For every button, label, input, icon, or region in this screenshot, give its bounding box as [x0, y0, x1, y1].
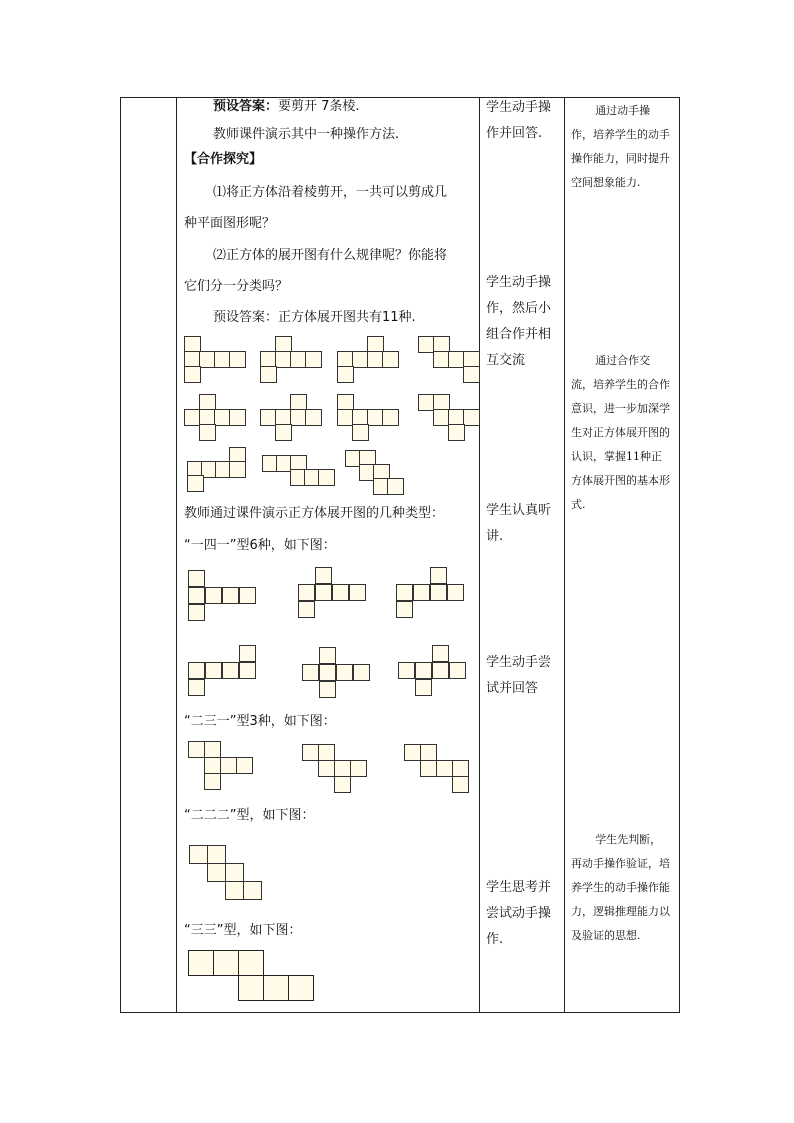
net-square: [334, 760, 351, 777]
net-square: [387, 478, 404, 495]
net-square: [213, 950, 239, 976]
type-141-caption: “一四一”型6种，如下图：: [184, 538, 336, 553]
net-square: [430, 567, 447, 584]
net-square: [305, 351, 322, 368]
net-square: [432, 662, 449, 679]
net-square: [302, 744, 319, 761]
type-33-caption: “三三”型，如下图：: [184, 923, 302, 938]
net-square: [413, 584, 430, 601]
net-square: [436, 760, 453, 777]
net-square: [263, 975, 289, 1001]
net-square: [319, 647, 336, 664]
net-square: [398, 662, 415, 679]
net-square: [382, 409, 399, 426]
table-border-right: [679, 97, 680, 1013]
net-square: [207, 845, 226, 864]
student-activity-3: 学生认真听讲.: [486, 503, 552, 544]
design-intent-3: 学生先判断，再动手操作验证，培养学生的动手操作能力，逻辑推理能力以及验证的思想.: [571, 833, 670, 942]
type-231-caption: “二三一”型3种，如下图：: [184, 714, 336, 729]
net-square: [188, 570, 205, 587]
net-square: [220, 757, 237, 774]
net-square: [452, 760, 469, 777]
net-square: [449, 662, 466, 679]
preset-answer-1: [213, 99, 360, 115]
net-square: [275, 424, 292, 441]
net-square: [396, 584, 413, 601]
net-square: [229, 461, 246, 478]
table-divider-3: [564, 97, 565, 1013]
net-square: [315, 584, 332, 601]
net-square: [318, 469, 335, 486]
question-2-line-2: 它们分一分类吗？: [184, 279, 289, 294]
net-square: [260, 366, 277, 383]
net-square: [188, 662, 205, 679]
net-square: [288, 975, 314, 1001]
net-square: [350, 760, 367, 777]
table-border-left: [120, 97, 121, 1013]
net-square: [305, 409, 322, 426]
net-square: [188, 604, 205, 621]
net-square: [315, 567, 332, 584]
net-square: [225, 863, 244, 882]
net-square: [222, 662, 239, 679]
net-square: [415, 679, 432, 696]
net-square: [448, 424, 465, 441]
design-intent-2: 通过合作交流，培养学生的合作意识，进一步加深学生对正方体展开图的认识，掌握11种正方体展开图的基本形式.: [571, 354, 670, 511]
net-square: [239, 645, 256, 662]
net-square: [319, 664, 336, 681]
net-square: [404, 744, 421, 761]
net-square: [238, 975, 264, 1001]
question-2-line-1: ⑵正方体的展开图有什么规律呢？你能将: [213, 248, 448, 263]
net-square: [352, 424, 369, 441]
net-square: [463, 409, 480, 426]
preset-answer-text: 要剪开 7条棱.: [278, 99, 360, 114]
net-square: [222, 587, 239, 604]
net-square: [332, 584, 349, 601]
net-square: [349, 584, 366, 601]
net-square: [229, 351, 246, 368]
net-square: [187, 475, 204, 492]
preset-answer-label: 预设答案：: [213, 99, 279, 114]
net-square: [452, 776, 469, 793]
net-square: [430, 584, 447, 601]
net-square: [184, 366, 201, 383]
net-square: [318, 760, 335, 777]
net-square: [447, 584, 464, 601]
table-border-top: [120, 97, 680, 98]
net-square: [336, 664, 353, 681]
net-square: [319, 681, 336, 698]
net-square: [396, 601, 413, 618]
teacher-types-text: 教师通过课件演示正方体展开图的几种类型：: [184, 506, 445, 521]
net-square: [298, 601, 315, 618]
teacher-demo-text: 教师课件演示其中一种操作方法.: [213, 127, 400, 142]
net-square: [188, 587, 205, 604]
type-222-caption: “二二二”型，如下图：: [184, 808, 315, 823]
net-square: [318, 744, 335, 761]
net-square: [298, 584, 315, 601]
student-activity-5: 学生思考并尝试动手操作.: [486, 880, 552, 947]
net-square: [205, 662, 222, 679]
net-square: [463, 366, 480, 383]
net-square: [188, 950, 214, 976]
cooperate-heading: 【合作探究】: [184, 152, 263, 167]
net-square: [337, 366, 354, 383]
net-square: [243, 881, 262, 900]
net-square: [353, 664, 370, 681]
table-border-bottom: [120, 1012, 680, 1013]
net-square: [420, 744, 437, 761]
student-activity-1: 学生动手操作并回答.: [486, 100, 552, 141]
question-1-line-2: 种平面图形呢？: [184, 216, 276, 231]
net-square: [204, 741, 221, 758]
net-square: [207, 863, 226, 882]
net-square: [229, 409, 246, 426]
question-1-line-1: ⑴将正方体沿着棱剪开，一共可以剪成几: [213, 185, 448, 200]
student-activity-2: 学生动手操作，然后小组合作并相互交流: [486, 275, 552, 368]
net-square: [199, 424, 216, 441]
net-square: [432, 645, 449, 662]
net-square: [205, 587, 222, 604]
net-square: [415, 662, 432, 679]
net-square: [238, 950, 264, 976]
table-divider-1: [176, 97, 177, 1013]
student-activity-4: 学生动手尝试并回答: [486, 655, 552, 696]
design-intent-1: 通过动手操作，培养学生的动手操作能力，同时提升空间想象能力.: [571, 104, 670, 189]
net-square: [188, 741, 205, 758]
net-square: [302, 664, 319, 681]
net-square: [334, 776, 351, 793]
net-square: [204, 757, 221, 774]
preset-answer-2: 预设答案：正方体展开图共有11种.: [213, 310, 416, 325]
table-divider-2: [479, 97, 480, 1013]
net-square: [382, 351, 399, 368]
net-square: [239, 662, 256, 679]
net-square: [239, 587, 256, 604]
net-square: [420, 760, 437, 777]
net-square: [204, 773, 221, 790]
net-square: [225, 881, 244, 900]
net-square: [189, 845, 208, 864]
net-square: [236, 757, 253, 774]
net-square: [188, 679, 205, 696]
